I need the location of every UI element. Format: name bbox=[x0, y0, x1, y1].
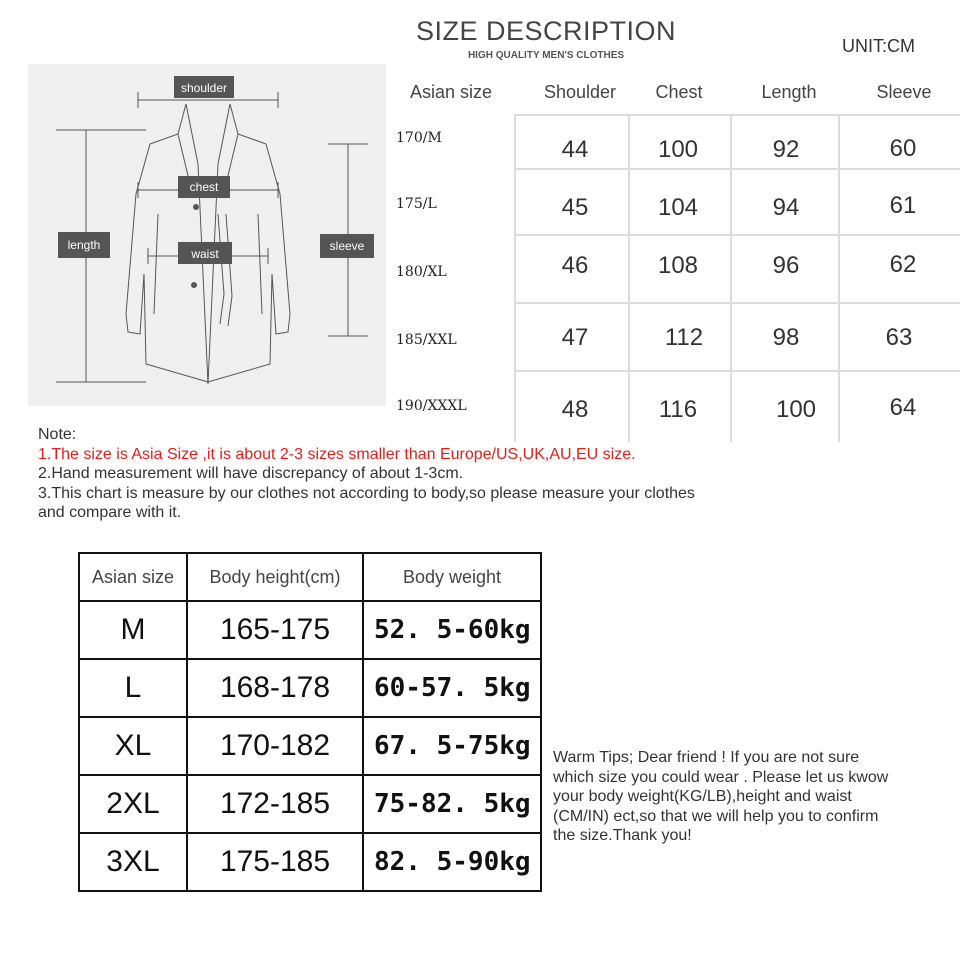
length-label bbox=[58, 232, 110, 258]
body-height-cell: 170-182 bbox=[187, 717, 363, 775]
body-size-table bbox=[78, 552, 542, 892]
shoulder-label bbox=[174, 76, 234, 98]
size-cell-length: 94 bbox=[772, 194, 800, 221]
body-size-cell: L bbox=[79, 659, 187, 717]
body-height-cell: 168-178 bbox=[187, 659, 363, 717]
length-label-text: length bbox=[67, 238, 101, 252]
col-header-length: Length bbox=[761, 82, 817, 102]
body-height-cell: 165-175 bbox=[187, 601, 363, 659]
size-cell-shoulder: 46 bbox=[561, 252, 589, 279]
size-cell-chest: 108 bbox=[657, 252, 699, 279]
col-header-shoulder: Shoulder bbox=[543, 82, 617, 102]
size-cell-chest: 104 bbox=[657, 194, 699, 221]
body-size-row bbox=[79, 601, 541, 659]
sleeve-label bbox=[320, 234, 374, 258]
unit-label: UNIT:CM bbox=[842, 36, 915, 56]
notes-heading: Note: bbox=[38, 426, 77, 443]
body-height-cell: 172-185 bbox=[187, 775, 363, 833]
size-cell-asian: 170/M bbox=[396, 130, 442, 146]
body-weight-cell: 82. 5-90kg bbox=[363, 833, 541, 891]
sleeve-label-text: sleeve bbox=[329, 239, 365, 253]
body-size-row bbox=[79, 717, 541, 775]
body-weight-cell: 60-57. 5kg bbox=[363, 659, 541, 717]
col-header-chest: Chest bbox=[655, 82, 703, 102]
body-size-cell: 3XL bbox=[79, 833, 187, 891]
size-cell-sleeve: 62 bbox=[889, 251, 917, 278]
body-size-row bbox=[79, 775, 541, 833]
size-cell-sleeve: 64 bbox=[889, 394, 917, 421]
size-cell-asian: 175/L bbox=[396, 196, 437, 212]
size-cell-shoulder: 48 bbox=[561, 396, 589, 423]
col-header-sleeve: Sleeve bbox=[876, 82, 932, 102]
size-cell-asian: 185/XXL bbox=[396, 332, 457, 348]
note-compare: and compare with it. bbox=[38, 504, 182, 521]
body-size-row bbox=[79, 833, 541, 891]
body-size-row bbox=[79, 659, 541, 717]
size-cell-sleeve: 63 bbox=[885, 324, 913, 351]
chest-label bbox=[178, 176, 230, 198]
size-measurement-table bbox=[388, 108, 960, 442]
body-weight-cell: 67. 5-75kg bbox=[363, 717, 541, 775]
col-header-body-height: Body height(cm) bbox=[187, 553, 363, 601]
body-size-cell: XL bbox=[79, 717, 187, 775]
size-cell-sleeve: 60 bbox=[889, 135, 917, 162]
size-cell-chest: 112 bbox=[664, 324, 704, 351]
body-weight-cell: 52. 5-60kg bbox=[363, 601, 541, 659]
note-measure-clothes: 3.This chart is measure by our clothes not according to body,so please measure your clothes bbox=[38, 484, 695, 502]
size-cell-length: 96 bbox=[772, 252, 800, 279]
note-asia-size: 1.The size is Asia Size ,it is about 2-3 sizes smaller than Europe/US,UK,AU,EU size. bbox=[38, 445, 636, 463]
page-subtitle: HIGH QUALITY MEN'S CLOTHES bbox=[467, 50, 625, 61]
size-cell-length: 98 bbox=[772, 324, 800, 351]
note-measurement-discrepancy: 2.Hand measurement will have discrepancy of about 1-3cm. bbox=[38, 465, 464, 482]
body-size-cell: M bbox=[79, 601, 187, 659]
col-header-body-weight: Body weight bbox=[363, 553, 541, 601]
size-cell-chest: 116 bbox=[658, 396, 698, 423]
size-cell-sleeve: 61 bbox=[889, 192, 917, 219]
warm-tips: Warm Tips; Dear friend ! If you are not sure which size you could wear . Please let us kwow your body weight(KG/LB),height and waist (CM/IN) ect,so that we will help you to confirm the size.Thank you! bbox=[553, 749, 889, 844]
col-header-asian-size: Asian size bbox=[79, 553, 187, 601]
body-height-cell: 175-185 bbox=[187, 833, 363, 891]
body-weight-cell: 75-82. 5kg bbox=[363, 775, 541, 833]
waist-label-text: waist bbox=[191, 247, 219, 261]
size-cell-shoulder: 47 bbox=[561, 324, 589, 351]
garment-diagram bbox=[28, 64, 386, 406]
page-title: SIZE DESCRIPTION bbox=[415, 16, 677, 46]
size-cell-shoulder: 45 bbox=[561, 194, 589, 221]
size-cell-chest: 100 bbox=[657, 136, 699, 163]
size-cell-asian: 180/XL bbox=[396, 264, 447, 280]
col-header-asian-size: Asian size bbox=[409, 82, 493, 102]
size-cell-shoulder: 44 bbox=[561, 136, 589, 163]
body-size-header-row bbox=[79, 553, 541, 601]
body-size-cell: 2XL bbox=[79, 775, 187, 833]
coat-illustration bbox=[28, 64, 386, 406]
waist-label bbox=[178, 242, 232, 264]
size-cell-length: 100 bbox=[775, 396, 817, 423]
chest-label-text: chest bbox=[189, 180, 219, 194]
size-cell-length: 92 bbox=[772, 136, 800, 163]
notes-block bbox=[38, 425, 858, 523]
shoulder-label-text: shoulder bbox=[180, 81, 228, 95]
size-cell-asian: 190/XXXL bbox=[396, 398, 467, 414]
